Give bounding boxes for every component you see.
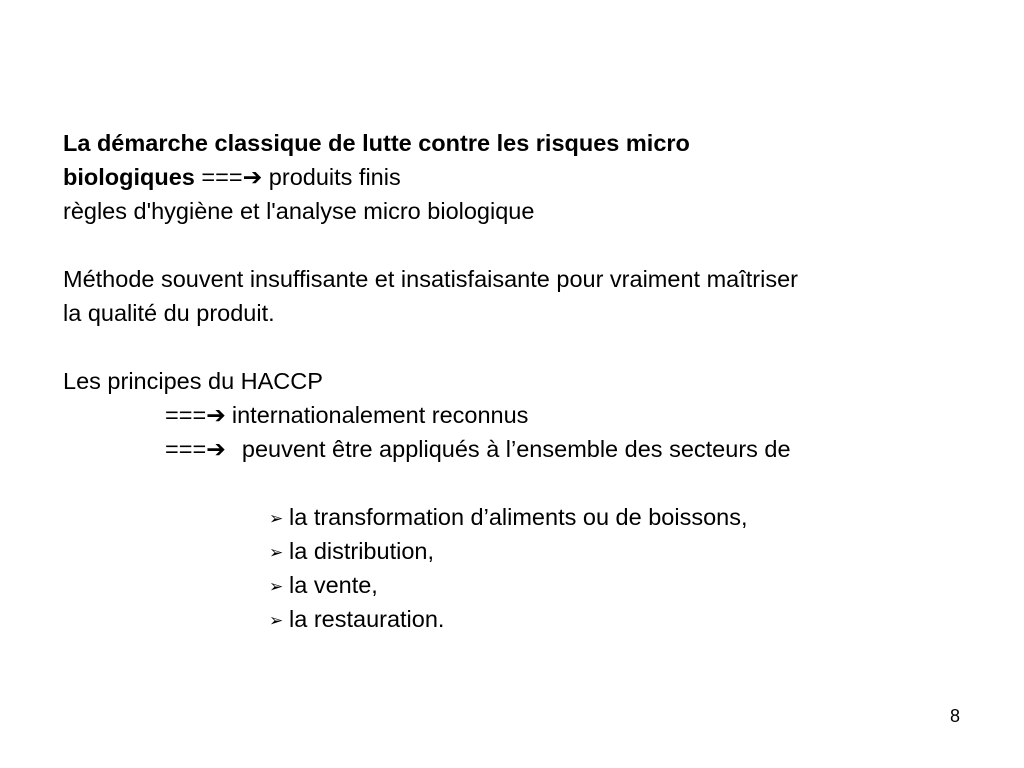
slide-content	[63, 126, 983, 636]
heading-line-2-tail: produits finis	[268, 164, 401, 190]
method-line-2: la qualité du produit.	[63, 300, 275, 326]
page-number: 8	[949, 706, 960, 726]
sector-item	[63, 602, 983, 636]
right-arrow-icon: ➔	[206, 401, 226, 429]
sector-text: la transformation d’aliments ou de boissons,	[289, 504, 748, 530]
right-arrow-icon: ➔	[206, 435, 226, 463]
sector-item	[63, 500, 983, 534]
spacer	[63, 466, 983, 500]
arrow-equals: ===	[165, 402, 207, 428]
heading-line-1: La démarche classique de lutte contre les risques micro	[63, 130, 690, 156]
arrow-bullet-icon: ➢	[269, 577, 284, 597]
sector-text: la vente,	[289, 572, 378, 598]
sector-text: la distribution,	[289, 538, 434, 564]
heading-line-2	[63, 160, 983, 194]
sector-text: la restauration.	[289, 606, 445, 632]
spacer	[63, 330, 983, 364]
spacer	[63, 228, 983, 262]
principles-title: Les principes du HACCP	[63, 368, 323, 394]
arrow-bullet-icon: ➢	[269, 509, 284, 529]
hygiene-line: règles d'hygiène et l'analyse micro biologique	[63, 198, 535, 224]
principle-text: peuvent être appliqués à l’ensemble des secteurs de	[241, 436, 791, 462]
principle-item-1	[63, 398, 983, 432]
arrow-bullet-icon: ➢	[269, 543, 284, 563]
principle-text: internationalement reconnus	[231, 402, 529, 428]
method-line-1: Méthode souvent insuffisante et insatisfaisante pour vraiment maîtriser	[63, 266, 798, 292]
heading-bold-word: biologiques	[63, 164, 195, 190]
arrow-equals: ===	[165, 436, 207, 462]
sector-item	[63, 568, 983, 602]
right-arrow-icon: ➔	[242, 163, 263, 191]
arrow-bullet-icon: ➢	[269, 611, 284, 631]
arrow-equals: ===	[201, 164, 243, 190]
principle-item-2	[63, 432, 983, 466]
sector-item	[63, 534, 983, 568]
